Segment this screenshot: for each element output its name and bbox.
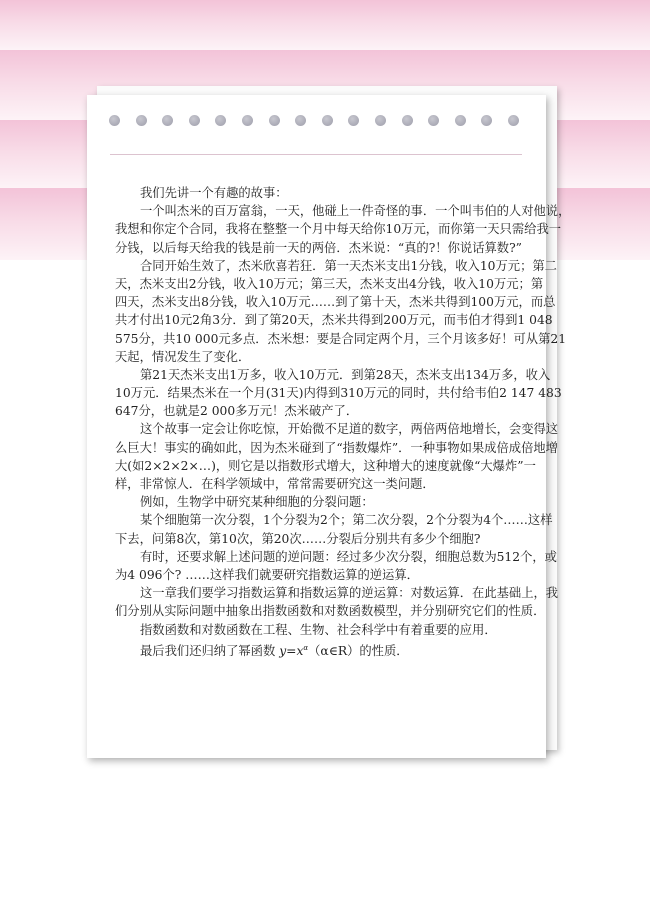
text-line: 某个细胞第一次分裂，1个分裂为2个；第二次分裂，2个分裂为4个……这样	[140, 513, 553, 528]
binder-hole-icon	[215, 115, 226, 126]
text-line: 一个叫杰米的百万富翁，一天，他碰上一件奇怪的事．一个叫韦伯的人对他说，	[140, 204, 571, 219]
text-line: 分钱，以后每天给我的钱是前一天的两倍．杰米说：“真的?！你说话算数?”	[115, 240, 522, 255]
text-line: 我想和你定个合同，我将在整整一个月中每天给你10万元，而你第一天只需给我一	[115, 222, 562, 237]
text-line: 们分别从实际问题中抽象出指数函数和对数函数模型，并分别研究它们的性质．	[115, 604, 546, 619]
text-line: 天，杰米支出2分钱，收入10万元；第三天，杰米支出4分钱，收入10万元；第	[115, 276, 544, 291]
binder-hole-icon	[402, 115, 413, 126]
text-segment: 的性质．	[359, 643, 409, 658]
binder-hole-icon	[109, 115, 120, 126]
text-line: 么巨大！事实的确如此，因为杰米碰到了“指数爆炸”．一种事物如果成倍成倍地增	[115, 440, 558, 455]
text-line: 四天，杰米支出8分钱，收入10万元……到了第十天，杰米共得到100万元，而总	[115, 295, 556, 310]
background-stripe	[0, 0, 650, 50]
text-line: 第21天杰米支出1万多，收入10万元．到第28天，杰米支出134万多，收入	[140, 367, 551, 382]
binder-hole-icon	[481, 115, 492, 126]
text-line: 例如，生物学中研究某种细胞的分裂问题：	[140, 495, 374, 510]
binder-hole-icon	[322, 115, 333, 126]
text-line: 有时，还要求解上述问题的逆问题：经过多少次分裂，细胞总数为512个，或	[140, 549, 557, 564]
formula-condition: （α∈R）	[308, 643, 360, 658]
text-line: 为4 096个? ……这样我们就要研究指数运算的逆运算．	[115, 567, 419, 582]
binder-hole-icon	[136, 115, 147, 126]
formula-exponent: α	[303, 643, 309, 652]
binder-hole-icon	[269, 115, 280, 126]
binder-hole-icon	[348, 115, 359, 126]
text-line: 这一章我们要学习指数运算和指数运算的逆运算：对数运算．在此基础上，我	[140, 586, 559, 601]
text-line: 我们先讲一个有趣的故事：	[140, 186, 288, 200]
text-line: 合同开始生效了，杰米欣喜若狂．第一天杰米支出1分钱，收入10万元；第二	[140, 258, 557, 273]
binder-hole-icon	[455, 115, 466, 126]
notebook-page	[87, 95, 571, 758]
binder-hole-icon	[375, 115, 386, 126]
binder-hole-icon	[242, 115, 253, 126]
text-line: 大(如2×2×2×…)，则它是以指数形式增大，这种增大的速度就像“大爆炸”一	[115, 458, 536, 473]
text-line	[115, 639, 521, 657]
binder-hole-icon	[295, 115, 306, 126]
binder-holes	[109, 115, 519, 127]
text-line: 这个故事一定会让你吃惊，开始微不足道的数字，两倍两倍地增长，会变得这	[140, 422, 559, 437]
binder-hole-icon	[428, 115, 439, 126]
binder-hole-icon	[508, 115, 519, 126]
text-line: 指数函数和对数函数在工程、生物、社会科学中有着重要的应用．	[140, 622, 497, 637]
text-line: 10万元．结果杰米在一个月(31天)内得到310万元的同时，共付给韦伯2 147 483	[115, 386, 562, 401]
text-line: 647分，也就是2 000多万元！杰米破产了．	[115, 404, 359, 419]
text-line: 575分，共10 000元多点．杰米想：要是合同定两个月，三个月该多好！可从第21	[115, 331, 567, 346]
binder-hole-icon	[189, 115, 200, 126]
text-segment: 最后我们还归纳了幂函数	[140, 643, 280, 658]
formula: y=x	[279, 643, 304, 658]
text-line: 天起，情况发生了变化．	[115, 349, 251, 364]
text-line: 样，非常惊人．在科学领域中，常常需要研究这一类问题．	[115, 477, 435, 491]
text-line: 下去，问第8次，第10次，第20次……分裂后分别共有多少个细胞?	[115, 531, 481, 546]
binder-hole-icon	[162, 115, 173, 126]
header-rule	[110, 154, 522, 155]
text-line: 共才付出10元2角3分．到了第20天，杰米共得到200万元，而韦伯才得到1 048	[115, 313, 553, 328]
body-text	[115, 184, 571, 658]
